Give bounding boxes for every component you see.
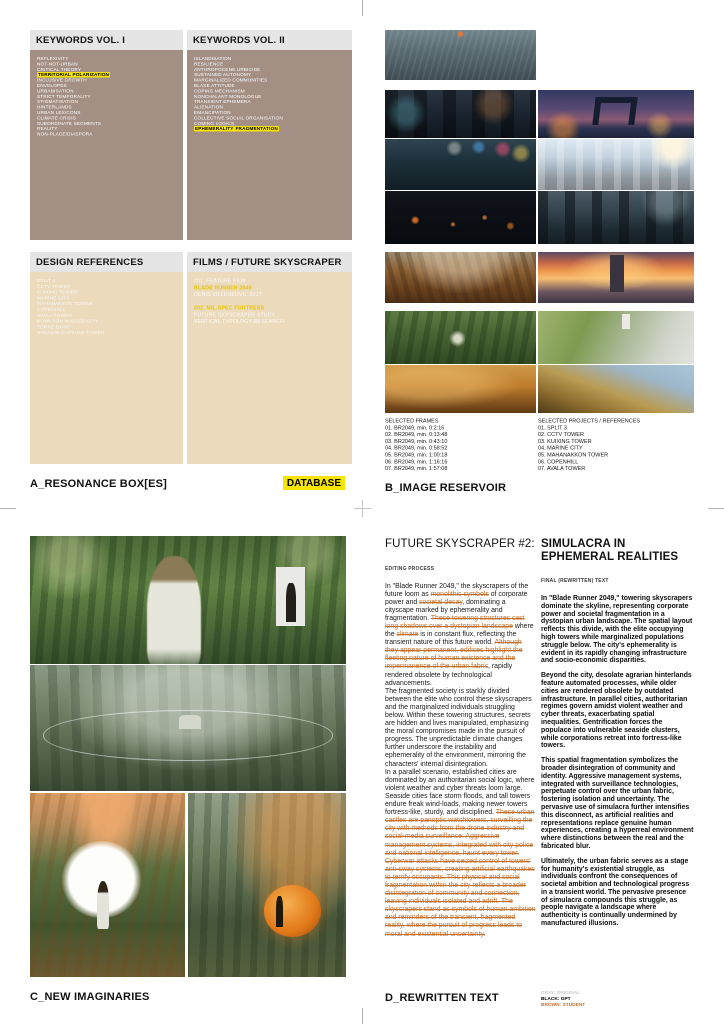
tent-shape: [179, 715, 201, 729]
design-reference-list: [37, 278, 178, 459]
section-d-rewritten-text: [385, 538, 694, 993]
thumbnail-project-06-copenhill: [538, 311, 694, 364]
crop-mark-right-center: [708, 508, 724, 509]
frame-list-item: 02. BR2049, min. 0:13:48: [385, 431, 448, 438]
design-reference-item: COPENHILL: [37, 306, 66, 313]
keyword-item: NON-PLACE/DIASPORA: [37, 131, 93, 137]
film-item: FUTURE SKYSCRAPER STUDY: [194, 311, 276, 318]
keyword-item: COMING LOGICS: [194, 120, 235, 126]
figure-silhouette: [276, 896, 282, 927]
section-c-new-imaginaries: [30, 536, 346, 1003]
keyword-item: REALITY: [37, 125, 58, 132]
design-reference-item: SPLIT 3: [37, 278, 56, 284]
panel-films-future-skyscraper: [187, 252, 352, 464]
project-list-item: 05. MAHANAKKON TOWER: [538, 451, 609, 458]
keyword-item: COPING MECHANISM: [194, 87, 245, 94]
orange-sphere: [264, 885, 321, 937]
kept-text: of corporate power and: [385, 590, 528, 606]
project-list-item: 03. KUIXING TOWER: [538, 438, 592, 445]
crop-mark-top-center: [362, 0, 363, 16]
struck-text: societal decay: [419, 598, 463, 606]
panel-design-references: [30, 252, 183, 464]
design-reference-item: AVALA TOWER: [37, 312, 73, 319]
kept-text: where the: [385, 622, 534, 639]
keyword-item: SUBORDINATE SEGMENTS: [37, 120, 102, 126]
color-legend: [541, 990, 661, 1024]
image-orange-sphere-forest: [188, 793, 346, 977]
struck-text: These urban castles are panoptic watchtowers, surveilling the city with methods from the drone industry and social-media surveillance: Aggressive management systems, integrated with city police and national intelligence, haunt every tower. Cyberwar attacks have seized control of towers' anti-sway systems, creating artificial earthquakes to terrify occupants. This physical and social fragmentation within the city reflects a broader disintegration of community and connection, leaving individuals isolated and adrift. The skyscrapers stand as symbols of human ambition and reminders of the transient, fragmented reality, where the pursuit of progress leads to moral and existential uncertainty.: [385, 809, 536, 938]
frame-list-item: 06. BR2049, min. 1:16:16: [385, 458, 448, 465]
chimney-shape: [622, 314, 630, 329]
design-reference-item: NAKAGIN CAPSULE TOWER: [37, 330, 105, 336]
panel-title: KEYWORDS VOL. I: [30, 30, 183, 50]
keyword-item: URBAN LEXICONS: [37, 109, 81, 115]
paragraph: Ultimately, the urban fabric serves as a stage for humanity's existential struggle, as individuals confront the consequences of societal ambition and technological progress in a transient world. The pervasive presence of simulacra compounds this struggle, as people navigate a landscape where authenticity is continually undermined by manufactured illusions.: [541, 857, 690, 928]
frame-list-item: 07. BR2049, min. 1:57:08: [385, 465, 448, 472]
crop-mark-bottom-center: [362, 1008, 363, 1024]
keyword-item: ALIENATION: [194, 104, 224, 110]
kept-text: In "Blade Runner 2049," the skyscrapers of the future loom as: [385, 582, 529, 598]
panel-title: FILMS / FUTURE SKYSCRAPER: [187, 252, 352, 272]
kept-text: In a parallel scenario, established cities are dominated by an authoritarian social logic, where violent weather and cyber threats loom large. Seaside cities face storm floods, and tall towers endure freak wind-loads, making newer towers fortress-like, sturdy, and disciplined.: [385, 768, 535, 817]
kept-text: , rapidly rendered obsolete by technological advancements.: [385, 663, 513, 687]
paragraph: Beyond the city, desolate agrarian hinterlands feature automated processes, while older cities are rendered obsolete by outdated infrastructure. In parallel cities, authoritarian regimes govern amidst violent weather and cyber threats, exacerbating spatial inequalities. Gentrification forces the populace into vulnerable seaside clusters, while corporations retreat into fortress-like towers.: [541, 672, 692, 750]
keyword-item: BLASE ATTITUDE: [194, 82, 235, 88]
thumbnail-project-07-avala-tower: [538, 365, 694, 413]
keyword-item: HINTERLANDS: [37, 104, 72, 110]
thumbnail-frame-03-market-billboards: [385, 139, 536, 190]
editing-body-text: [385, 583, 536, 939]
kept-text: is in constant flux, reflecting the transient nature of this future world.: [385, 631, 517, 647]
keyword-item: REFLEXIVITY: [37, 55, 69, 61]
selected-frames-list: [385, 418, 538, 527]
project-list-item: 06. COPENHILL: [538, 458, 579, 465]
design-reference-item: TORRE DAVID: [37, 324, 71, 330]
keyword-item: ISLANDISATION: [194, 55, 232, 61]
thumbnail-project-05-mahanakkon-tower: [538, 252, 694, 303]
film-item: DENIS VILLENEUVE, 2017: [194, 291, 262, 298]
film-item: VERTICAL TYPOLOGY RESEARCH: [194, 318, 285, 325]
panel-keywords-vol-1: [30, 30, 183, 240]
walking-figure: [97, 881, 109, 929]
keyword-item: STIGMATISATION: [37, 98, 78, 105]
thumbnail-frame-02-statue-hall: [385, 90, 536, 138]
panel-keywords-vol-2: [187, 30, 352, 240]
thumbnail-frame-05-junkyard: [385, 252, 536, 303]
panel-title: KEYWORDS VOL. II: [187, 30, 352, 50]
keyword-item: COLLECTIVE SOCIAL ORGANISATION: [194, 114, 283, 121]
project-list-item: 02. CCTV TOWER: [538, 431, 584, 438]
editing-title: FUTURE SKYSCRAPER #2:: [385, 538, 535, 550]
final-body-text: [541, 595, 694, 928]
film-item: #01. FEATURE FILM: [194, 278, 246, 284]
registration-cross-icon: [354, 508, 371, 509]
section-c-label: C_NEW IMAGINARIES: [30, 991, 150, 1003]
design-reference-item: KOWLOON WALLED CITY: [37, 318, 99, 325]
thumbnail-frame-06-memory-forest: [385, 311, 536, 364]
struck-text: These towering structures cast long shadows over a dystopian landscape: [385, 614, 525, 630]
frame-list-item: 04. BR2049, min. 0:58:52: [385, 445, 448, 452]
editing-process-column: [385, 538, 536, 939]
final-title: SIMULACRA IN EPHEMERAL REALITIES: [541, 538, 679, 563]
keyword-item: NONCHALANT MONOLOGUE: [194, 93, 262, 99]
figure-silhouette: [286, 583, 295, 622]
cctv-loop-silhouette: [592, 97, 638, 125]
section-b-label: B_IMAGE RESERVOIR: [385, 482, 507, 494]
panel-title: DESIGN REFERENCES: [30, 252, 183, 272]
frame-list-item: 05. BR2049, min. 1:00:18: [385, 451, 448, 458]
keyword-item: NOT-NOT-URBAN: [37, 60, 78, 67]
paragraph: [385, 769, 536, 939]
keyword-item: SUSTAINED AUTONOMY: [194, 71, 252, 78]
struck-text: climate: [396, 631, 419, 639]
keyword-item: RESILIENCE: [194, 60, 224, 67]
keyword-item: TRANSIENT EPHEMERA: [194, 98, 251, 105]
thumbnail-frame-04-night-cityscape: [385, 191, 536, 244]
paragraph: The fragmented society is starkly divided between the elite who control these skyscrapers and the marginalized individuals struggling below. Within these towering structures, secrets are hidden and lives manipulated, emphasizing the moral compromises made in the pursuit of progress. The unpredictable climate changes further underscore the instability and ephemerality of the environment, mirroring the characters' internal disintegration.: [385, 687, 532, 768]
selected-projects-list: [538, 418, 694, 527]
thumbnail-frame-01-aerial-farm: [385, 30, 536, 80]
legend-item: BLACK: GPT: [541, 996, 571, 1002]
keyword-item: CLIMATE CRISIS: [37, 114, 76, 121]
woman-figure: [147, 556, 201, 664]
keyword-item: INCLUSIVE GROWTH: [37, 77, 87, 83]
keyword-item: TERRITORIAL POLARIZATION: [38, 71, 110, 78]
keyword-item: EPHEMERALITY: [195, 125, 234, 132]
keyword-item: ENVELOPES: [37, 82, 67, 88]
image-forest-ring-clearing: [30, 665, 346, 791]
frame-list-item: 03. BR2049, min. 0:43:10: [385, 438, 448, 445]
selected-frames-title: SELECTED FRAMES: [385, 418, 439, 424]
keyword-item: FRAGMENTATION: [235, 125, 278, 132]
film-item: #02. MIL-SPEC FORTRESS: [194, 305, 265, 311]
section-a-resonance-boxes: [30, 30, 352, 500]
image-forest-woman: [30, 536, 346, 664]
mirror-door: [276, 567, 304, 626]
struck-text: Although they appear permanent, edifices highlight the fleeting nature of human existence and the impermanence of the urban fabric: [385, 639, 523, 671]
section-d-label: D_REWRITTEN TEXT: [385, 992, 499, 1004]
frame-list-item: 01. BR2049, min. 0:2:16: [385, 424, 445, 431]
film-item: BLADE RUNNER 2049: [194, 284, 252, 291]
paragraph: In "Blade Runner 2049," towering skyscrapers dominate the skyline, representing corporate power and societal fragmentation in a dystopian urban landscape. The spatial layout reflects this divide, with the elite occupying high towers while marginalized populations struggle below. The city's ephemerality is evident in its rapidly changing infrastructure and socio-economic disparities.: [541, 595, 693, 665]
database-tag: DATABASE: [283, 476, 345, 490]
kept-text: , dominating a cityscape marked by ephemerality and fragmentation.: [385, 598, 506, 622]
keyword-item: EMANCIPATION: [194, 109, 231, 115]
legend-item: GRAY: ORIGINAL: [541, 990, 580, 996]
struck-text: monolithic symbols: [430, 590, 489, 598]
design-reference-item: KUIXING TOWER: [37, 289, 78, 296]
keyword-item: CRITICAL THEORY: [37, 66, 82, 72]
design-reference-item: MAHANAKKON TOWER: [37, 301, 93, 307]
design-reference-item: CCTV TOWER: [37, 283, 71, 290]
keyword-item: STRICT TEMPORALITY: [37, 93, 91, 99]
tower-silhouette: [610, 255, 624, 292]
section-b-image-reservoir: [385, 30, 694, 500]
project-list-item: 04. MARINE CITY: [538, 445, 583, 452]
selected-projects-title: SELECTED PROJECTS / REFERENCES: [538, 418, 641, 424]
final-subtitle: FINAL (REWRITTEN) TEXT: [541, 578, 609, 584]
keyword-item: URBANISATION: [37, 87, 74, 94]
film-item: -: [194, 298, 196, 305]
project-list-item: 01. SPLIT 3: [538, 424, 567, 431]
final-text-column: [541, 538, 694, 935]
keyword-list-vol-1: [37, 56, 178, 235]
section-a-label: A_RESONANCE BOX[ES]: [30, 478, 168, 490]
crop-mark-left-center: [0, 508, 16, 509]
thumbnail-project-02-cctv-tower: [538, 90, 694, 138]
thumbnail-project-01-split-3: [538, 30, 694, 80]
keyword-item: ANTHROPOCENE URBICIDE: [194, 66, 261, 72]
keyword-list-vol-2: [194, 56, 347, 235]
keyword-item: MARGINALIZED COMMUNITIES: [194, 77, 268, 83]
editing-subtitle: EDITING PROCESS: [385, 565, 435, 571]
thumbnail-project-03-kuixing-tower: [538, 139, 694, 190]
paragraph: [385, 583, 536, 688]
film-list: [194, 278, 347, 459]
thumbnail-frame-07-orange-haze-room: [385, 365, 536, 413]
design-reference-item: MARINE CITY: [37, 295, 70, 301]
image-white-portal-forest: [30, 793, 185, 977]
legend-item: BROWN: STUDENT: [541, 1002, 586, 1008]
thumbnail-project-04-marine-city: [538, 191, 694, 244]
project-list-item: 07. AVALA TOWER: [538, 465, 586, 472]
paragraph: This spatial fragmentation symbolizes the broader disintegration of community and identity. Aggressive management systems, integrated with surveillance technologies, perpetuate control over the urban fabric, fostering isolation and uncertainty. The pervasive use of simulacra further intensifies this disconnect, as artificial realities and representations replace genuine human experiences, creating a hyperreal environment where distinctions between the real and the fabricated blur.: [541, 757, 694, 850]
